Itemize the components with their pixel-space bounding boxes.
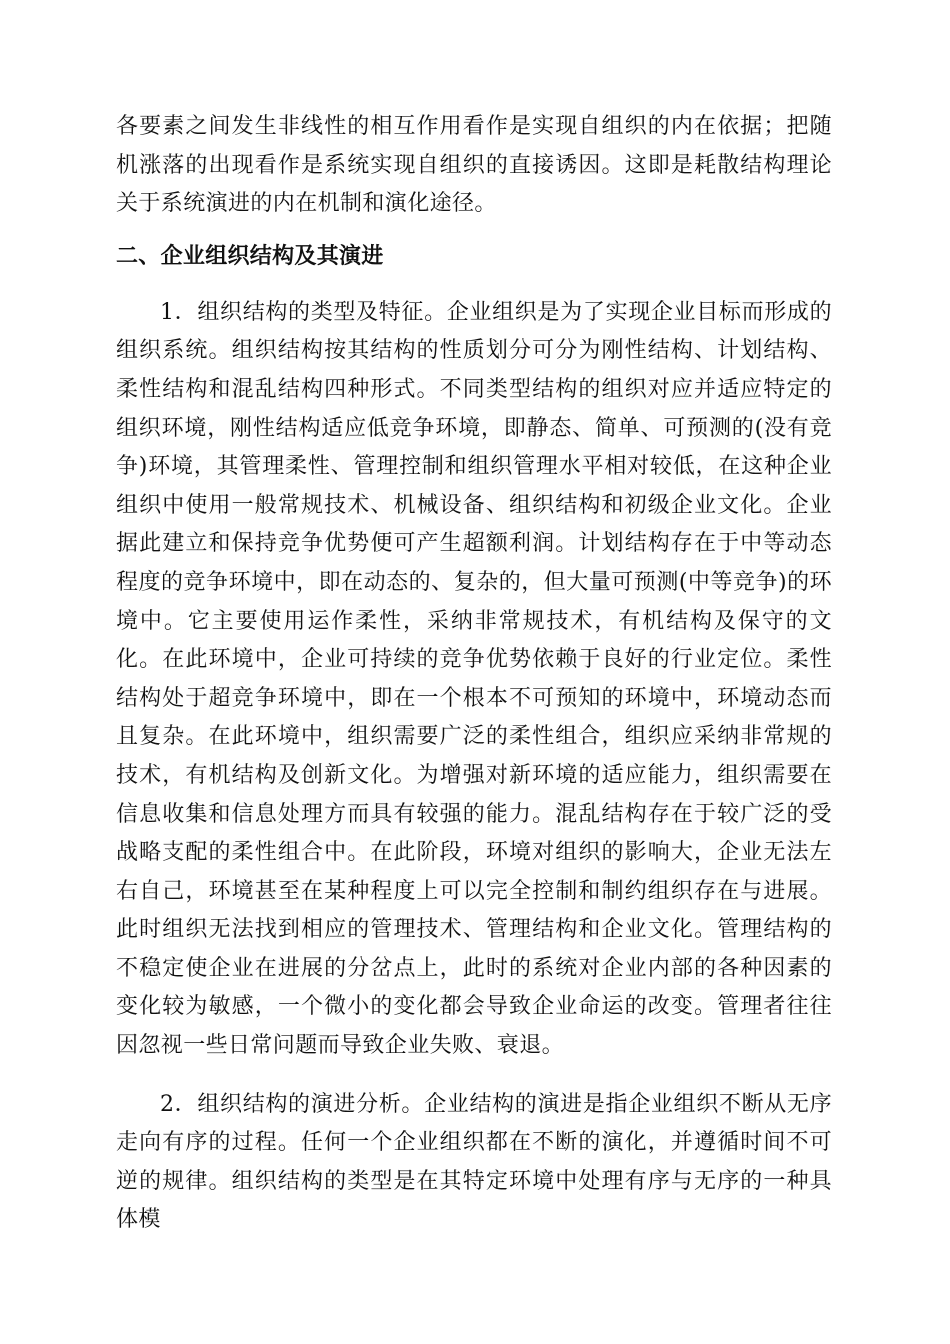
paragraph-continuation: 各要素之间发生非线性的相互作用看作是实现自组织的内在依据；把随机涨落的出现看作是系统实现自组织的直接诱因。这即是耗散结构理论关于系统演进的内在机制和演化途径。 xyxy=(116,114,832,217)
paragraph-structure-evolution: 2．组织结构的演进分析。企业结构的演进是指企业组织不断从无序走向有序的过程。任何一个企业组织都在不断的演化，并遵循时间不可逆的规律。组织结构的类型是在其特定环境中处理有序与无序的一种具体模 xyxy=(116,1091,832,1233)
paragraph-organization-types: 1．组织结构的类型及特征。企业组织是为了实现企业目标而形成的组织系统。组织结构按其结构的性质划分可分为刚性结构、计划结构、柔性结构和混乱结构四种形式。不同类型结构的组织对应并适应特定的组织环境，刚性结构适应低竞争环境，即静态、简单、可预测的(没有竞争)环境，其管理柔性、管理控制和组织管理水平相对较低，在这种企业组织中使用一般常规技术、机械设备、组织结构和初级企业文化。企业据此建立和保持竞争优势便可产生超额利润。计划结构存在于中等动态程度的竞争环境中，即在动态的、复杂的，但大量可预测(中等竞争)的环境中。它主要使用运作柔性，采纳非常规技术，有机结构及保守的文化。在此环境中，企业可持续的竞争优势依赖于良好的行业定位。柔性结构处于超竞争环境中，即在一个根本不可预知的环境中，环境动态而且复杂。在此环境中，组织需要广泛的柔性组合，组织应采纳非常规的技术，有机结构及创新文化。为增强对新环境的适应能力，组织需要在信息收集和信息处理方而具有较强的能力。混乱结构存在于较广泛的受战略支配的柔性组合中。在此阶段，环境对组织的影响大，企业无法左右自己，环境甚至在某种程度上可以完全控制和制约组织存在与进展。此时组织无法找到相应的管理技术、管理结构和企业文化。管理结构的不稳定使企业在进展的分岔点上，此时的系统对企业内部的各种因素的变化较为敏感，一个微小的变化都会导致企业命运的改变。管理者往往因忽视一些日常问题而导致企业失败、衰退。 xyxy=(116,299,832,1059)
document-body xyxy=(116,108,832,1240)
section-heading: 二、企业组织结构及其演进 xyxy=(116,243,384,269)
